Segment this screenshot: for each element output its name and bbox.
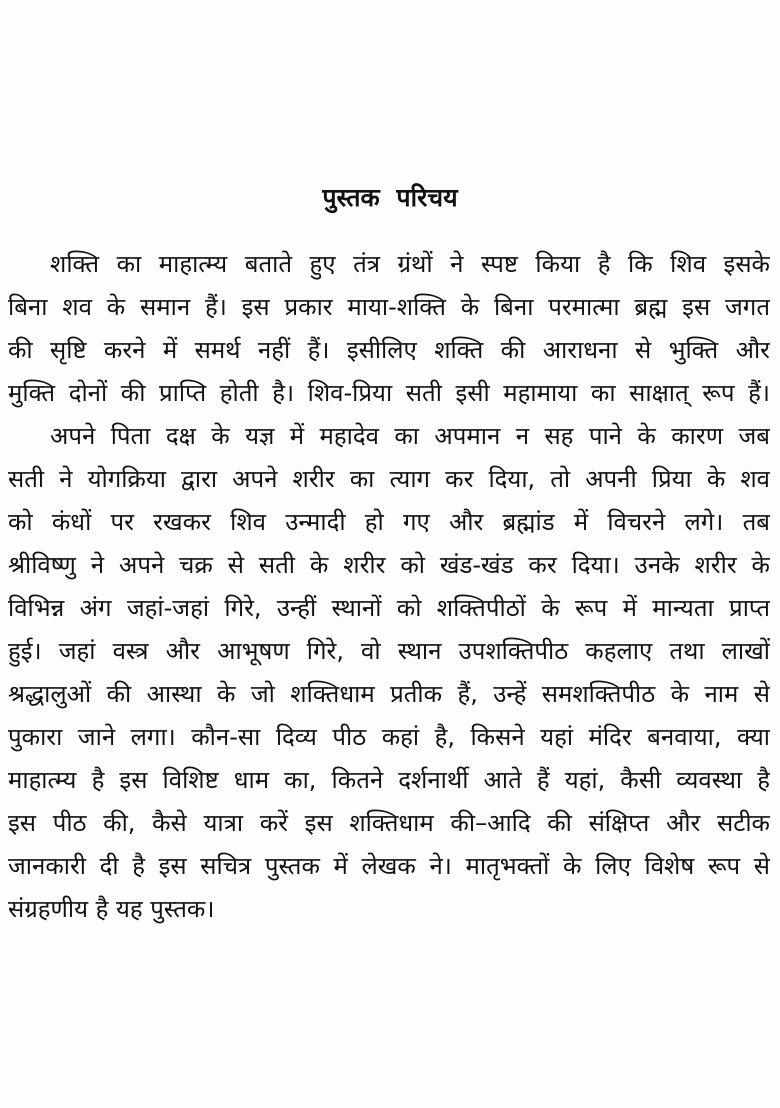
text-line: बिना शव के समान हैं। इस प्रकार माया-शक्ति के बिना परमात्मा ब्रह्म इस जगत (8, 293, 770, 321)
text-line: श्रद्धालुओं की आस्था के जो शक्तिधाम प्रतीक हैं, उन्हें समशक्तिपीठ के नाम से (8, 680, 770, 708)
text-line: पुकारा जाने लगा। कौन-सा दिव्य पीठ कहां है, किसने यहां मंदिर बनवाया, क्या (8, 723, 770, 751)
text-line: विभिन्न अंग जहां-जहां गिरे, उन्हीं स्थानों को शक्तिपीठों के रूप में मान्यता प्राप्त (8, 594, 770, 622)
text-line: की सृष्टि करने में समर्थ नहीं हैं। इसीलिए शक्ति की आराधना से भुक्ति और (8, 336, 770, 364)
text-line: को कंधों पर रखकर शिव उन्मादी हो गए और ब्रह्मांड में विचरने लगे। तब (8, 508, 770, 536)
text-line: संग्रहणीय है यह पुस्तक। (8, 895, 215, 923)
text-line: जानकारी दी है इस सचित्र पुस्तक में लेखक ने। मातृभक्तों के लिए विशेष रूप से (8, 852, 770, 880)
text-line: अपने पिता दक्ष के यज्ञ में महादेव का अपमान न सह पाने के कारण जब (50, 422, 770, 450)
text-line: शक्ति का माहात्म्य बताते हुए तंत्र ग्रंथों ने स्पष्ट किया है कि शिव इसके (50, 250, 770, 278)
intro-text (8, 243, 770, 931)
page-title: पुस्तक परिचय (322, 183, 458, 212)
text-line: श्रीविष्णु ने अपने चक्र से सती के शरीर को खंड-खंड कर दिया। उनके शरीर के (8, 551, 770, 579)
text-line: इस पीठ की, कैसे यात्रा करें इस शक्तिधाम की–आदि की संक्षिप्त और सटीक (8, 809, 770, 837)
text-line: माहात्म्य है इस विशिष्ट धाम का, कितने दर्शनार्थी आते हैं यहां, कैसी व्यवस्था है (8, 766, 770, 794)
text-line: मुक्ति दोनों की प्राप्ति होती है। शिव-प्रिया सती इसी महामाया का साक्षात् रूप हैं। (8, 379, 770, 407)
text-line: हुई। जहां वस्त्र और आभूषण गिरे, वो स्थान उपशक्तिपीठ कहलाए तथा लाखों (8, 637, 770, 665)
text-line: सती ने योगक्रिया द्वारा अपने शरीर का त्याग कर दिया, तो अपनी प्रिया के शव (8, 465, 770, 493)
